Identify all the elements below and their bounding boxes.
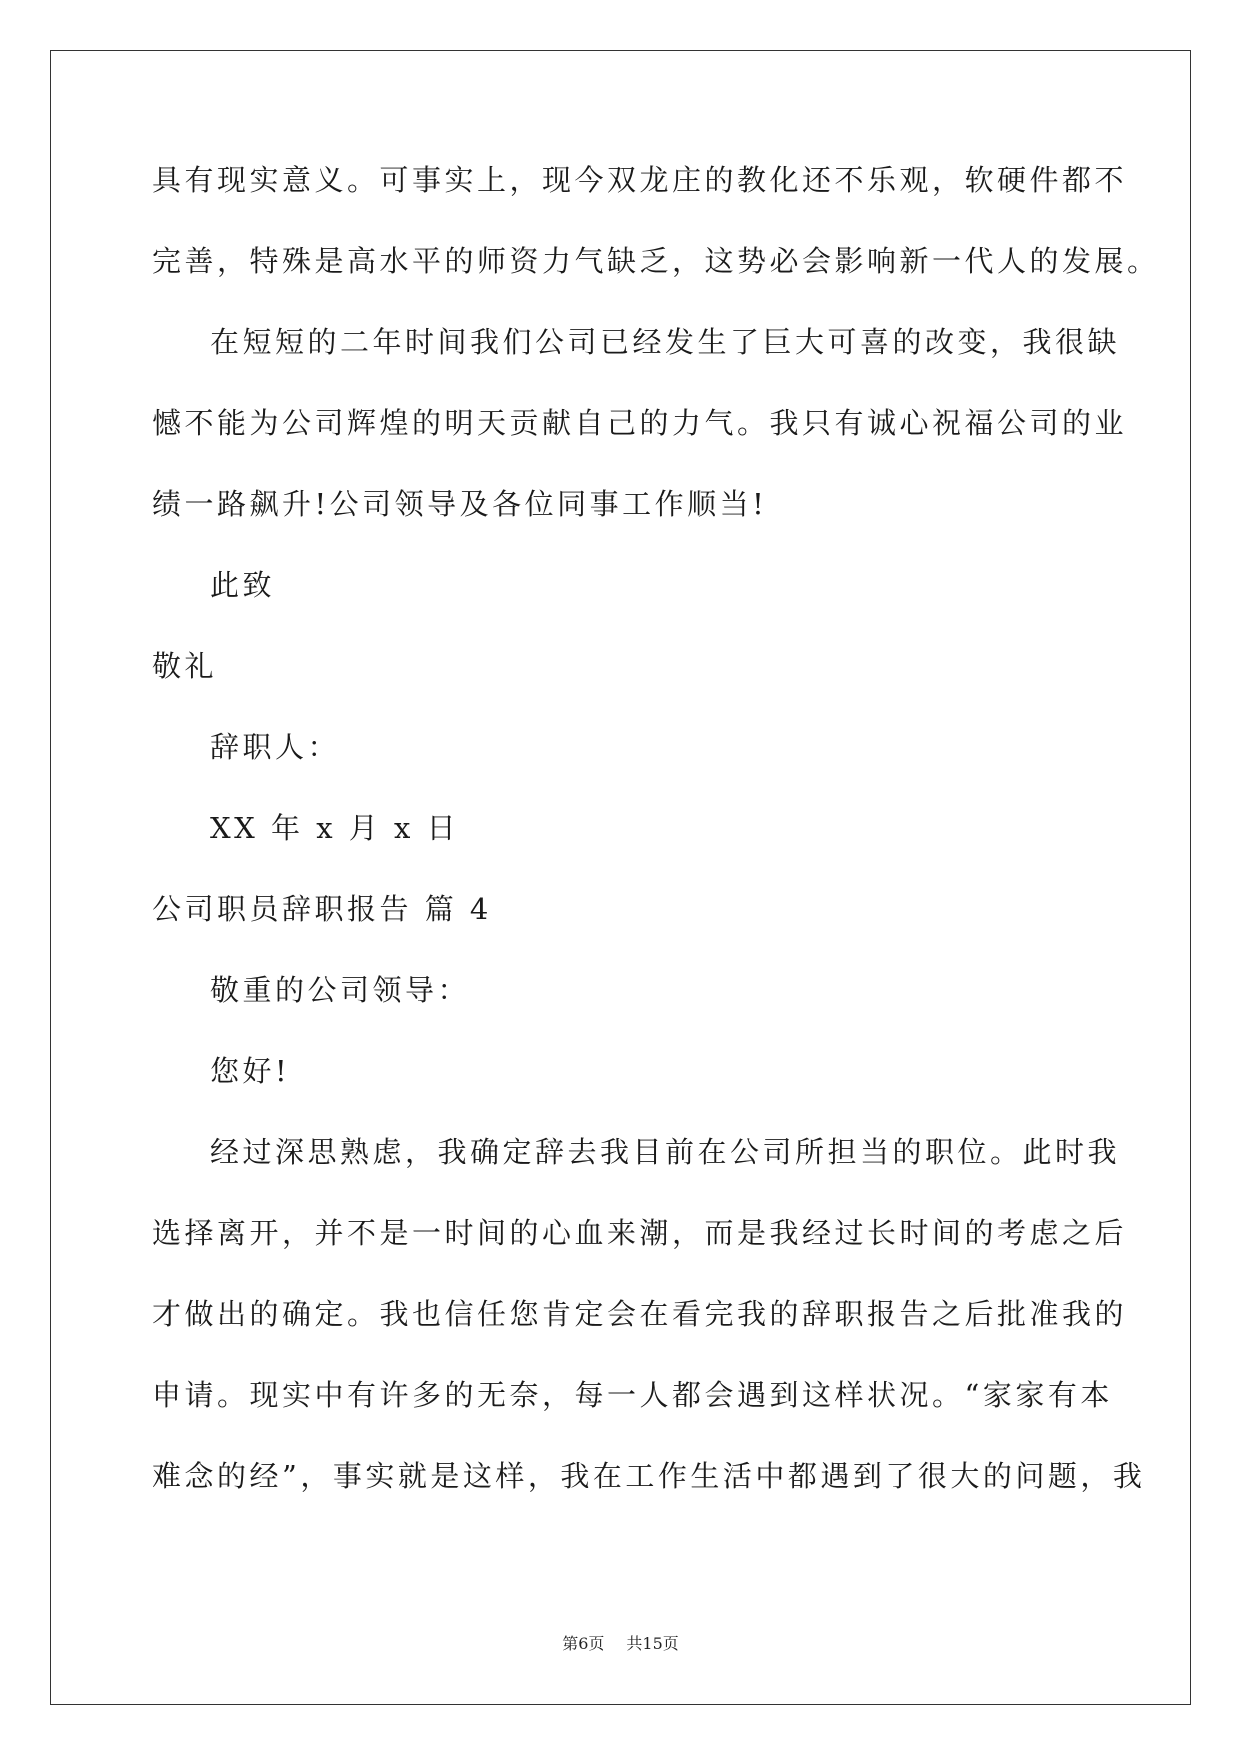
text-line-2: 完善，特殊是高水平的师资力气缺乏，这势必会影响新一代人的发展。 bbox=[152, 244, 1160, 278]
closing-salutation: 此致 bbox=[210, 568, 276, 602]
text-line-4: 憾不能为公司辉煌的明天贡献自己的力气。我只有诚心祝福公司的业 bbox=[152, 406, 1128, 440]
page-number: 第6页 bbox=[562, 1634, 605, 1653]
text-line-16: 申请。现实中有许多的无奈，每一人都会遇到这样状况。“家家有本 bbox=[152, 1378, 1113, 1412]
section-title: 公司职员辞职报告 篇 4 bbox=[152, 892, 492, 926]
closing-regards: 敬礼 bbox=[152, 649, 218, 683]
text-line-17: 难念的经”，事实就是这样，我在工作生活中都遇到了很大的问题，我 bbox=[152, 1459, 1146, 1493]
date-line: XX 年 x 月 x 日 bbox=[210, 811, 460, 845]
text-line-1: 具有现实意义。可事实上，现今双龙庄的教化还不乐观，软硬件都不 bbox=[152, 163, 1128, 197]
text-line-15: 才做出的确定。我也信任您肯定会在看完我的辞职报告之后批准我的 bbox=[152, 1297, 1128, 1331]
signature-label: 辞职人： bbox=[210, 730, 341, 764]
page-total: 共15页 bbox=[626, 1634, 679, 1653]
text-line-5: 绩一路飙升!公司领导及各位同事工作顺当! bbox=[152, 487, 768, 521]
text-line-3: 在短短的二年时间我们公司已经发生了巨大可喜的改变，我很缺 bbox=[210, 325, 1121, 359]
text-line-14: 选择离开，并不是一时间的心血来潮，而是我经过长时间的考虑之后 bbox=[152, 1216, 1128, 1250]
page-footer bbox=[0, 1631, 1241, 1654]
greeting-recipient: 敬重的公司领导： bbox=[210, 973, 471, 1007]
text-line-13: 经过深思熟虑，我确定辞去我目前在公司所担当的职位。此时我 bbox=[210, 1135, 1121, 1169]
greeting: 您好! bbox=[210, 1054, 291, 1088]
